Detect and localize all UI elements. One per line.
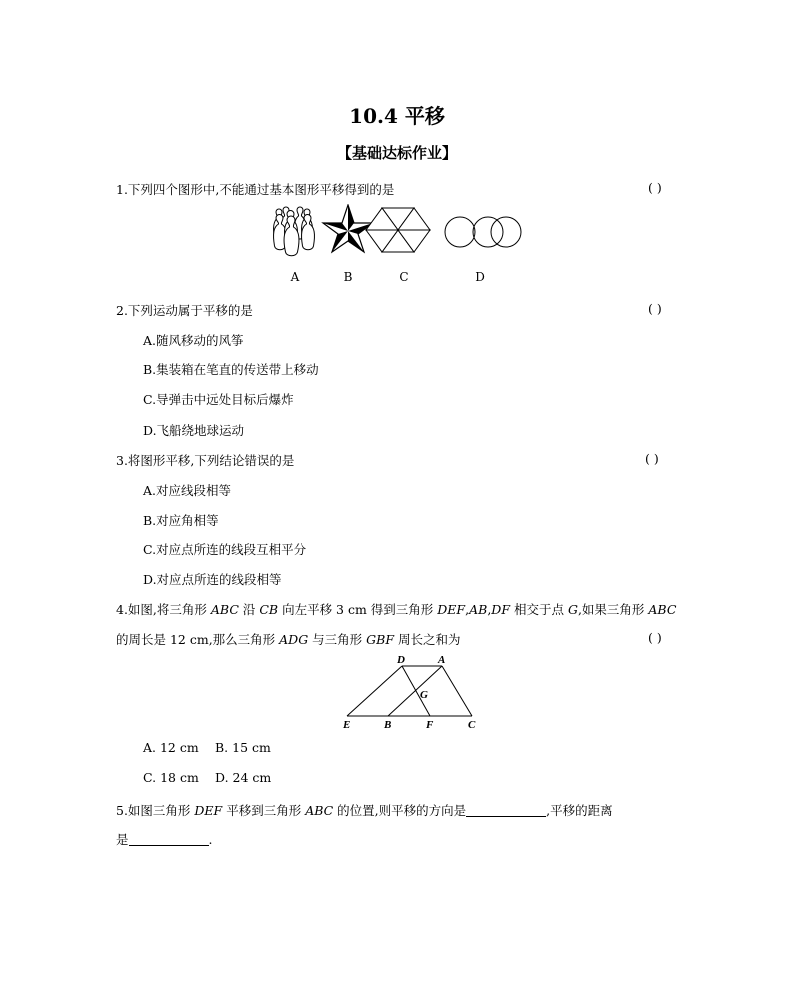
point-label-a: A [438,654,446,666]
question-2-option-a: A.随风移动的风筝 [143,333,244,348]
triangle-name: GBF [366,632,395,647]
question-3-option-a: A.对应线段相等 [143,483,232,498]
point-label-d: D [397,654,405,666]
question-2-option-c: C.导弹击中远处目标后爆炸 [143,392,294,407]
stem-text: ,如果三角形 [577,602,649,617]
answer-blank-direction[interactable] [466,804,546,817]
segment-name: DF [491,602,510,617]
figure-label-a: A [290,270,300,284]
section-heading: 【基础达标作业】 [336,144,457,162]
triangle-name: DEF [194,803,223,818]
figure-a-bowling-pins [274,207,315,256]
question-4-option-c: C. 18 cm [143,770,199,785]
question-1-stem: 1.下列四个图形中,不能通过基本图形平移得到的是 [116,182,395,197]
question-4-option-b: B. 15 cm [215,740,271,755]
question-2-option-b: B.集装箱在笔直的传送带上移动 [143,362,319,377]
stem-text: 的周长是 12 cm,那么三角形 [116,632,280,647]
point-name: G [567,602,578,617]
triangle-name: ABC [210,602,239,617]
question-2-stem: 2.下列运动属于平移的是 [116,303,253,318]
stem-text: 沿 [238,602,260,617]
question-4-stem-line-1 [116,600,676,618]
stem-text: ,平移的距离 [546,803,613,818]
question-4-geometry-figure [340,652,482,732]
stem-text: 相交于点 [510,602,568,617]
segment-name: AB [469,602,488,617]
figure-label-b: B [343,270,353,284]
figure-label-d: D [475,270,485,284]
page-title: 10.4 平移 [349,104,445,128]
triangle-name: ABC [648,602,677,617]
question-3-answer-paren: ( ) [645,451,659,466]
stem-text: 周长之和为 [394,632,461,647]
triangle-name: ABC [305,803,334,818]
stem-text: , [465,602,470,617]
stem-text: 的位置,则平移的方向是 [333,803,467,818]
question-3-stem: 3.将图形平移,下列结论错误的是 [116,453,295,468]
line-de [347,666,402,716]
question-4-option-d: D. 24 cm [215,770,272,785]
question-4-stem-line-2 [116,630,461,648]
segment-name: CB [259,602,279,617]
question-4-option-a: A. 12 cm [143,740,199,755]
figure-d-circles [445,217,521,247]
figure-c-triangles [366,208,430,252]
stem-text: 是 [116,832,129,847]
question-4-answer-paren: ( ) [648,630,662,645]
question-5-stem-line-1 [116,801,613,819]
stem-text: , [487,602,492,617]
question-3-option-d: D.对应点所连的线段相等 [143,572,282,587]
stem-text: 向左平移 3 cm 得到三角形 [278,602,438,617]
stem-text: 5.如图三角形 [116,803,195,818]
question-5-stem-line-2 [116,830,213,848]
point-label-g: G [420,689,428,701]
question-3-option-c: C.对应点所连的线段互相平分 [143,542,307,557]
triangle-name: DEF [437,602,466,617]
stem-text: 平移到三角形 [222,803,306,818]
stem-text: . [208,832,213,847]
answer-blank-distance[interactable] [129,833,209,846]
question-1-figures [268,204,528,260]
question-1-answer-paren: ( ) [648,180,662,195]
point-label-e: E [343,719,351,731]
line-ab [388,666,442,716]
line-ac [442,666,472,716]
question-2-option-d: D.飞船绕地球运动 [143,423,245,438]
stem-text: 4.如图,将三角形 [116,602,211,617]
figure-label-c: C [399,270,409,284]
stem-text: 与三角形 [308,632,367,647]
question-3-option-b: B.对应角相等 [143,513,219,528]
point-label-c: C [468,719,476,731]
triangle-name: ADG [279,632,309,647]
point-label-f: F [426,719,434,731]
figure-b-star [323,205,373,252]
point-label-b: B [384,719,392,731]
question-2-answer-paren: ( ) [648,301,662,316]
